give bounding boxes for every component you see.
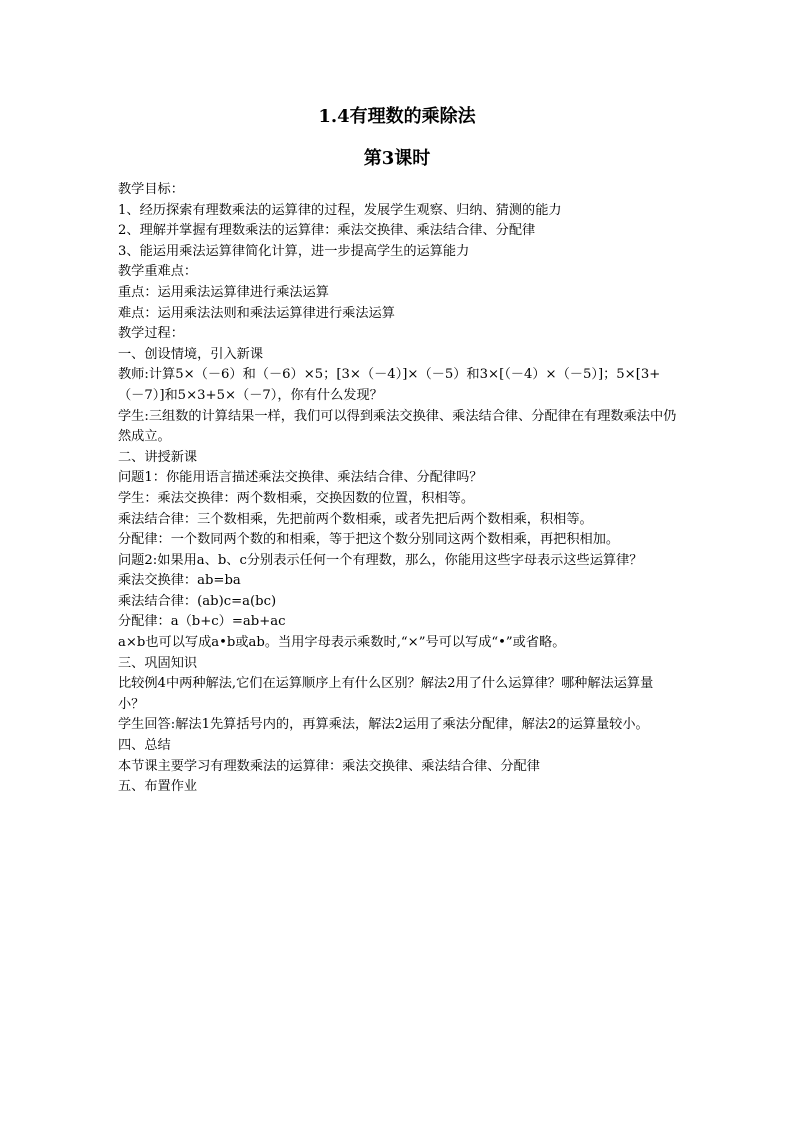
text-line: 五、布置作业: [118, 779, 198, 795]
text-line: 一、创设情境，引入新课: [118, 346, 264, 362]
document-subtitle: 第3课时: [363, 148, 431, 169]
text-line: 问题2:如果用a、b、c分别表示任何一个有理数，那么，你能用这些字母表示这些运算律？: [118, 552, 643, 568]
text-line: 2、理解并掌握有理数乘法的运算律：乘法交换律、乘法结合律、分配律: [118, 223, 536, 239]
text-line: 学生：乘法交换律：两个数相乘，交换因数的位置，积相等。: [118, 490, 475, 506]
text-line: 问题1：你能用语言描述乘法交换律、乘法结合律、分配律吗？: [118, 470, 483, 486]
text-line: 教学过程：: [118, 326, 184, 342]
text-line: 学生:三组数的计算结果一样，我们可以得到乘法交换律、乘法结合律、分配律在有理数乘法中仍然成立。: [118, 408, 677, 445]
text-line: 本节课主要学习有理数乘法的运算律：乘法交换律、乘法结合律、分配律: [118, 758, 540, 774]
text-line: 3、能运用乘法运算律简化计算，进一步提高学生的运算能力: [118, 243, 470, 259]
text-line: 教师:计算5×（－6）和（－6）×5；[3×（－4）]×（－5）和3×[（－4）×（－5）]；5×[3+（－7）]和5×3+5×（－7），你有什么发现？: [118, 367, 661, 403]
text-line: 三、巩固知识: [118, 655, 198, 671]
document-title: 1.4有理数的乘除法: [318, 106, 476, 127]
text-line: 分配律：一个数同两个数的和相乘，等于把这个数分别同这两个数相乘，再把积相加。: [118, 532, 620, 548]
text-line: 学生回答:解法1先算括号内的，再算乘法，解法2运用了乘法分配律，解法2的运算量较小。: [118, 717, 649, 733]
text-line: 四、总结: [118, 738, 171, 754]
text-line: 乘法交换律：ab=ba: [118, 573, 241, 589]
text-line: 分配律：a（b+c）=ab+ac: [118, 614, 286, 630]
text-line: 1、经历探索有理数乘法的运算律的过程，发展学生观察、归纳、猜测的能力: [118, 202, 562, 218]
text-line: 乘法结合律：三个数相乘，先把前两个数相乘，或者先把后两个数相乘，积相等。: [118, 511, 593, 527]
document-body: [118, 180, 678, 798]
text-line: 二、讲授新课: [118, 449, 198, 465]
text-line: a×b也可以写成a•b或ab。当用字母表示乘数时,“×”号可以写成“•”或省略。: [118, 635, 566, 651]
text-line: 重点：运用乘法运算律进行乘法运算: [118, 284, 329, 300]
text-line: 比较例4中两种解法,它们在运算顺序上有什么区别？解法2用了什么运算律？哪种解法运算量小？: [118, 676, 654, 712]
text-line: 教学目标：: [118, 182, 184, 197]
text-line: 难点：运用乘法法则和乘法运算律进行乘法运算: [118, 305, 395, 321]
text-line: 乘法结合律：(ab)c=a(bc): [118, 593, 277, 609]
text-line: 教学重难点：: [118, 264, 198, 280]
